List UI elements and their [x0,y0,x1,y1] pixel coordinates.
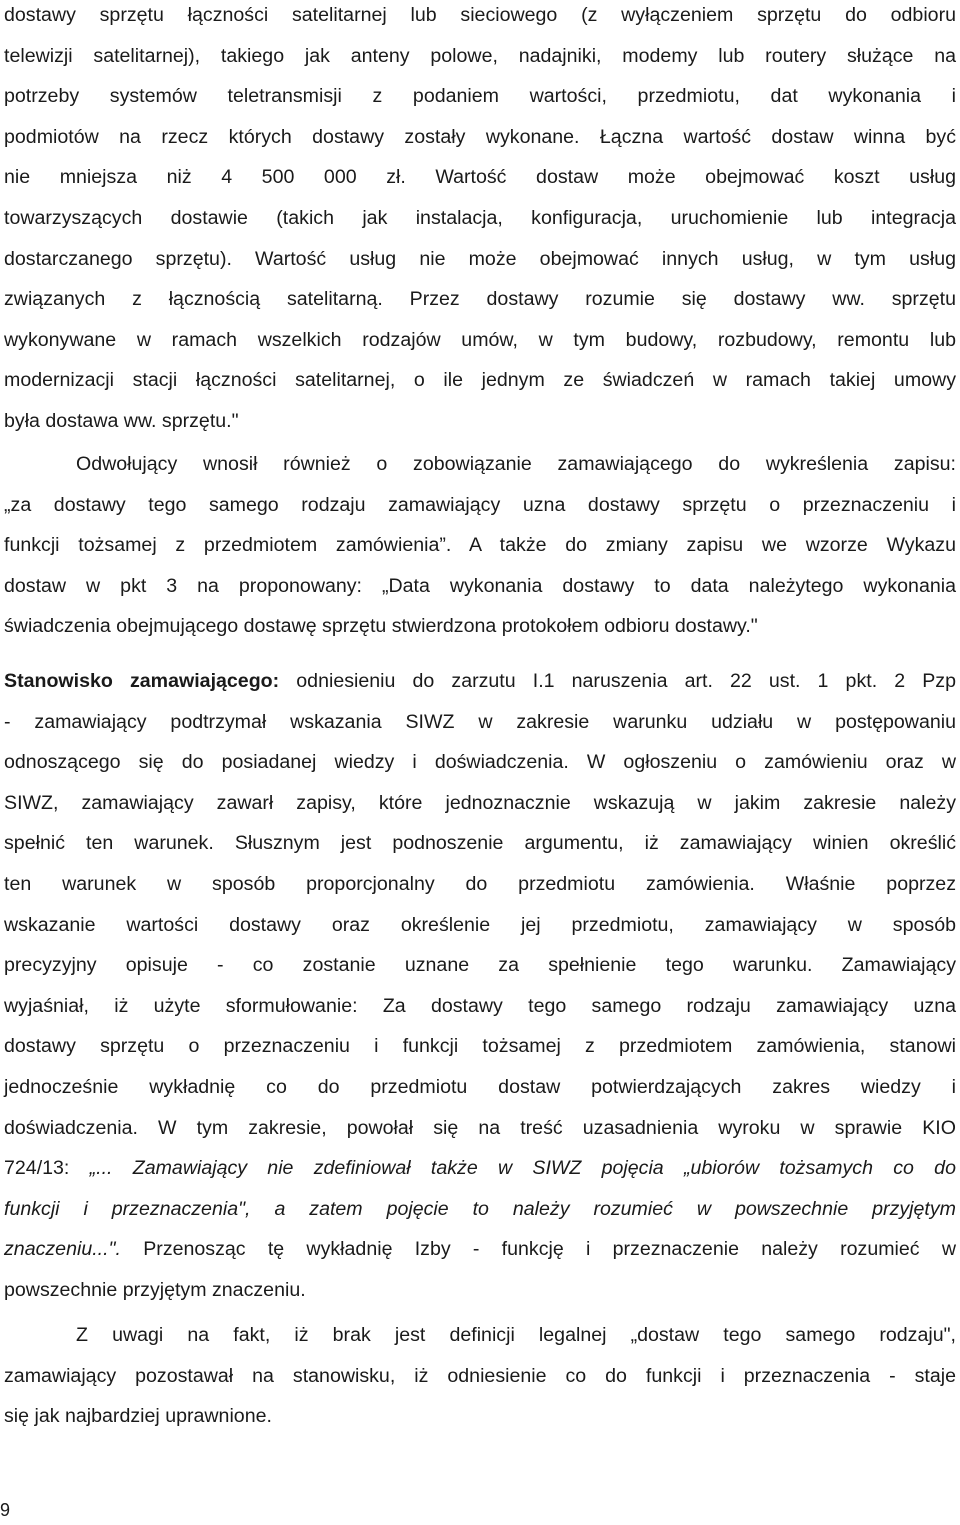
text-line: była dostawa ww. sprzętu." [4,409,239,432]
text-continuation: Przenosząc tę wykładnię Izby - funkcję i przeznaczenie należy rozumieć w [120,1238,956,1261]
paragraph-appellant-request [4,444,956,647]
text-line: związanych z łącznością satelitarną. Przez dostawy rozumie się dostawy ww. sprzętu [4,288,956,311]
paragraph-requirements-quote [4,0,956,442]
text-line: „za dostawy tego samego rodzaju zamawiający uzna dostawy sprzętu o przeznaczeniu i [4,493,956,516]
text-line: powszechnie przyjętym znaczeniu. [4,1278,306,1301]
text-line: doświadczenia. W tym zakresie, powołał się na treść uzasadnienia wyroku w sprawie KIO [4,1116,956,1139]
text-line: - zamawiający podtrzymał wskazania SIWZ w zakresie warunku udziału w postępowaniu [4,710,956,733]
text-line: towarzyszących dostawie (takich jak instalacja, konfiguracja, uruchomienie lub integracja [4,206,956,229]
text-line: dostarczanego sprzętu). Wartość usług nie może obejmować innych usług, w tym usług [4,247,956,270]
text-line: telewizji satelitarnej), takiego jak anteny polowe, nadajniki, modemy lub routery służące na [4,44,956,67]
text-line [4,661,956,702]
quoted-ruling: „... Zamawiający nie zdefiniował także w SIWZ pojęcia „ubiorów tożsamych co do [89,1157,956,1180]
text-line: funkcji tożsamej z przedmiotem zamówienia”. A także do zmiany zapisu we wzorze Wykazu [4,534,956,557]
paragraph-conclusion [4,1315,956,1437]
quoted-ruling-line: funkcji i przeznaczenia", a zatem pojęcie to należy rozumieć w powszechnie przyjętym [4,1197,956,1220]
text-line: dostawy sprzętu łączności satelitarnej lub sieciowego (z wyłączeniem sprzętu do odbioru [4,4,956,26]
heading-continuation: odniesieniu do zarzutu I.1 naruszenia art. 22 ust. 1 pkt. 2 Pzp [279,670,956,692]
text-line: spełnić ten warunek. Słusznym jest podnoszenie argumentu, iż zamawiający winien określić [4,832,956,855]
case-reference: 724/13: [4,1157,90,1180]
text-line: świadczenia obejmującego dostawę sprzętu stwierdzona protokołem odbioru dostawy." [4,615,758,638]
quoted-ruling-end: znaczeniu...". [4,1238,121,1261]
section-heading: Stanowisko zamawiającego: [4,670,280,692]
page-number: 9 [0,1500,11,1520]
paragraph-contracting-authority-position [4,661,956,1311]
text-line: Odwołujący wnosił również o zobowiązanie zamawiającego do wykreślenia zapisu: [76,453,956,475]
text-line: zamawiający pozostawał na stanowisku, iż odniesienie co do funkcji i przeznaczenia - staje [4,1364,956,1387]
text-line: dostawy sprzętu o przeznaczeniu i funkcji tożsamej z przedmiotem zamówienia, stanowi [4,1035,956,1058]
text-line: potrzeby systemów teletransmisji z podaniem wartości, przedmiotu, dat wykonania i [4,85,956,108]
text-line: wykonywane w ramach wszelkich rodzajów umów, w tym budowy, rozbudowy, remontu lub [4,328,956,351]
text-line: wskazanie wartości dostawy oraz określenie jej przedmiotu, zamawiający w sposób [4,913,956,936]
text-line: SIWZ, zamawiający zawarł zapisy, które jednoznacznie wskazują w jakim zakresie należy [4,791,956,814]
text-line: modernizacji stacji łączności satelitarnej, o ile jednym ze świadczeń w ramach takiej umowy [4,369,956,392]
text-line: odnoszącego się do posiadanej wiedzy i doświadczenia. W ogłoszeniu o zamówieniu oraz w [4,751,956,774]
text-line: Z uwagi na fakt, iż brak jest definicji legalnej „dostaw tego samego rodzaju", [76,1324,956,1346]
text-line: się jak najbardziej uprawnione. [4,1405,272,1428]
text-line [4,1148,956,1189]
text-line: wyjaśniał, iż użyte sformułowanie: Za dostawy tego samego rodzaju zamawiający uzna [4,994,956,1017]
text-line [4,1229,956,1270]
text-line: nie mniejsza niż 4 500 000 zł. Wartość dostaw może obejmować koszt usług [4,166,956,189]
text-line: jednocześnie wykładnię co do przedmiotu dostaw potwierdzających zakres wiedzy i [4,1075,956,1098]
text-line: dostaw w pkt 3 na proponowany: „Data wykonania dostawy to data należytego wykonania [4,574,956,597]
text-line: ten warunek w sposób proporcjonalny do przedmiotu zamówienia. Właśnie poprzez [4,872,956,895]
text-line: podmiotów na rzecz których dostawy zostały wykonane. Łączna wartość dostaw winna być [4,125,956,148]
text-line: precyzyjny opisuje - co zostanie uznane za spełnienie tego warunku. Zamawiający [4,954,956,977]
